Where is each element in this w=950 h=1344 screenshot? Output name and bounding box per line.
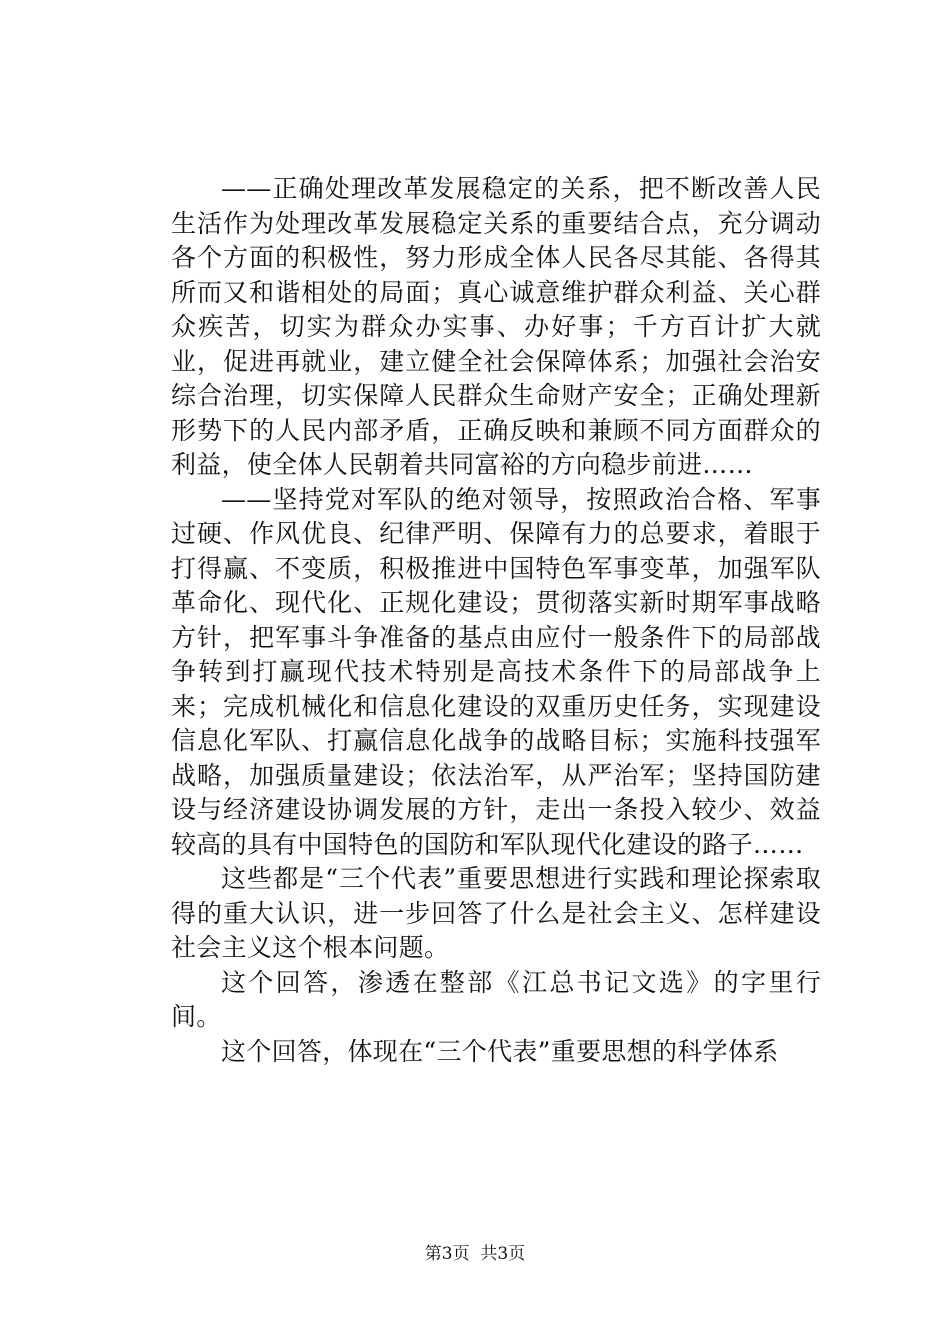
page-footer [0, 1243, 950, 1265]
paragraph-three-represents-summary: 这些都是“三个代表”重要思想进行实践和理论探索取得的重大认识，进一步回答了什么是社会主义、怎样建设社会主义这个根本问题。 [171, 864, 821, 962]
paragraph-military-leadership: ——坚持党对军队的绝对领导，按照政治合格、军事过硬、作风优良、纪律严明、保障有力的总要求，着眼于打得赢、不变质，积极推进中国特色军事变革，加强军队革命化、现代化、正规化建设；贯彻落实新时期军事战略方针，把军事斗争准备的基点由应付一般条件下的局部战争转到打赢现代技术特别是高技术条件下的局部战争上来；完成机械化和信息化建设的双重历史任务，实现建设信息化军队、打赢信息化战争的战略目标；实施科技强军战略，加强质量建设；依法治军，从严治军；坚持国防建设与经济建设协调发展的方针，走出一条投入较少、效益较高的具有中国特色的国防和军队现代化建设的路子…… [171, 484, 821, 859]
document-body [171, 172, 821, 1069]
paragraph-social-stability: ——正确处理改革发展稳定的关系，把不断改善人民生活作为处理改革发展稳定关系的重要结合点，充分调动各个方面的积极性，努力形成全体人民各尽其能、各得其所而又和谐相处的局面；真心诚意维护群众利益、关心群众疾苦，切实为群众办实事、办好事；千方百计扩大就业，促进再就业，建立健全社会保障体系；加强社会治安综合治理，切实保障人民群众生命财产安全；正确处理新形势下的人民内部矛盾，正确反映和兼顾不同方面群众的利益，使全体人民朝着共同富裕的方向稳步前进…… [171, 174, 821, 479]
paragraph-scientific-system: 这个回答，体现在“三个代表”重要思想的科学体系 [221, 1036, 779, 1066]
page-number-label: 第3页 共3页 [424, 1244, 526, 1264]
paragraph-selected-works: 这个回答，渗透在整部《江总书记文选》的字里行间。 [171, 967, 821, 1031]
